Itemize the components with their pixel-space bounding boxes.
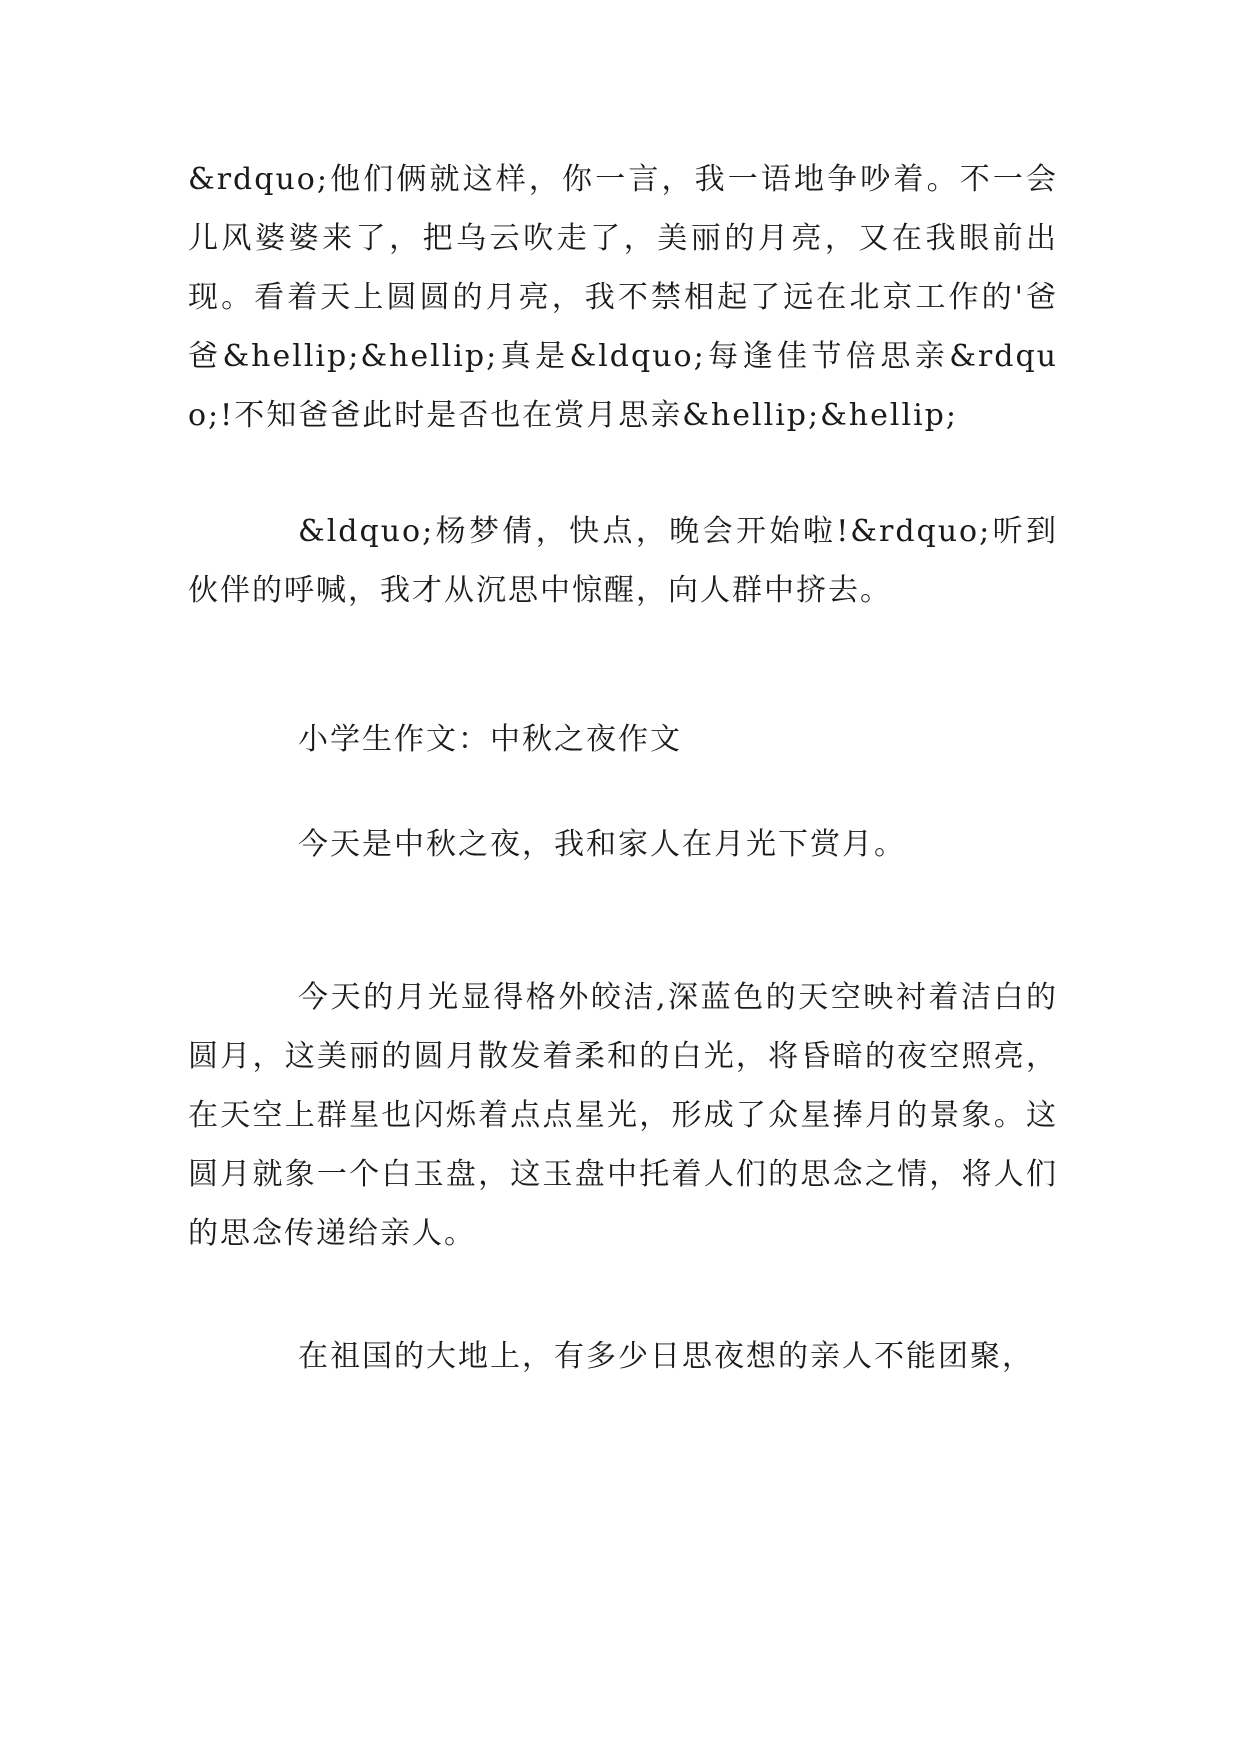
paragraph-2: &ldquo;杨梦倩，快点，晚会开始啦!&rdquo;听到伙伴的呼喊，我才从沉思中惊醒，向人群中挤去。 <box>188 514 1058 608</box>
paragraph-4: 今天是中秋之夜，我和家人在月光下赏月。 <box>298 827 906 862</box>
paragraph-1: &rdquo;他们俩就这样，你一言，我一语地争吵着。不一会儿风婆婆来了，把乌云吹走了，美丽的月亮，又在我眼前出现。看着天上圆圆的月亮，我不禁相起了远在北京工作的'爸爸&hellip;&hellip;真是&ldquo;每逢佳节倍思亲&rdquo;!不知爸爸此时是否也在赏月思亲&hellip;&hellip; <box>188 162 1058 433</box>
paragraph-5: 今天的月光显得格外皎洁,深蓝色的天空映衬着洁白的圆月，这美丽的圆月散发着柔和的白光，将昏暗的夜空照亮，在天空上群星也闪烁着点点星光，形成了众星捧月的景象。这圆月就象一个白玉盘，这玉盘中托着人们的思念之情，将人们的思念传递给亲人。 <box>188 980 1058 1251</box>
article-title: 小学生作文：中秋之夜作文 <box>298 722 682 757</box>
paragraph-6: 在祖国的大地上，有多少日思夜想的亲人不能团聚， <box>298 1339 1034 1374</box>
